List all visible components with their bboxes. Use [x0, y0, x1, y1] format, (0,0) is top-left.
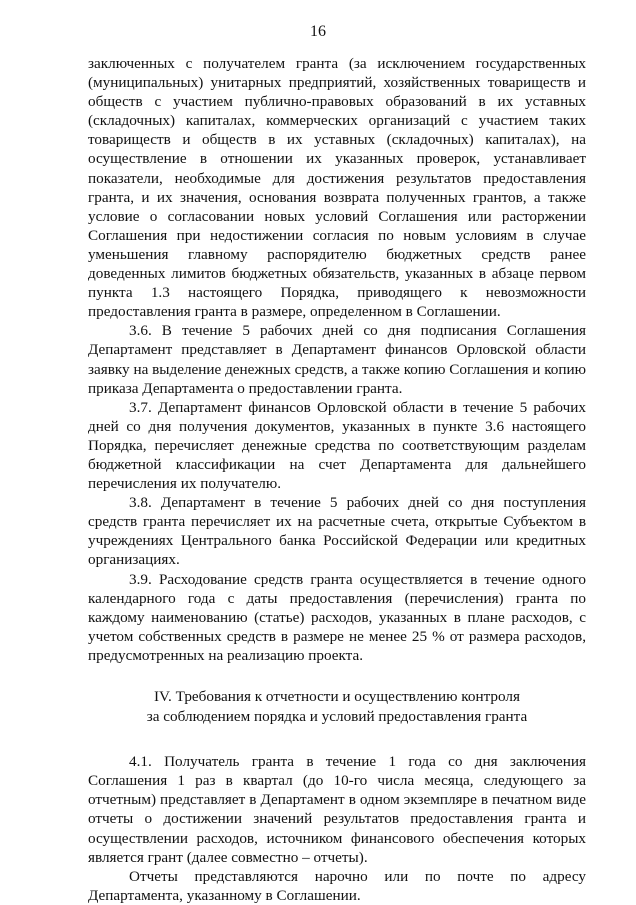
section-heading-line-1: IV. Требования к отчетности и осуществлению контроля: [153, 688, 520, 705]
paragraph-3-7: 3.7. Департамент финансов Орловской области в течение 5 рабочих дней со дня получения документов, указанных в пункте 3.6 настоящего Порядка, перечисляет денежные средства по соответствующим разделам бюджетной классификации на счет Департамента для дальнейшего перечисления их получателю.: [88, 398, 586, 493]
paragraph-3-6: 3.6. В течение 5 рабочих дней со дня подписания Соглашения Департамент представляет в Департамент финансов Орловской области заявку на выделение денежных средств, а также копию Соглашения и копию приказа Департамента о предоставлении гранта.: [88, 322, 586, 397]
document-body: [88, 54, 586, 905]
paragraph-continuation: заключенных с получателем гранта (за исключением государственных (муниципальных) унитарных предприятий, хозяйственных товариществ и обществ с участием публично-правовых образований в их уставных (складочных) капиталах, коммерческих организаций с участием таких товариществ и обществ в их уставных (складочных) капиталах), на осуществление в отношении их указанных проверок, устанавливает показатели, необходимые для достижения результатов предоставления гранта, и их значения, основания возврата полученных грантов, а также условие о согласовании новых условий Соглашения или расторжении Соглашения при недостижении согласия по новым условиям в случае уменьшения главному распорядителю бюджетных средств ранее доведенных лимитов бюджетных обязательств, указанных в абзаце первом пункта 1.3 настоящего Порядка, приводящего к невозможности предоставления гранта в размере, определенном в Соглашении.: [88, 55, 586, 321]
paragraph-3-9: 3.9. Расходование средств гранта осуществляется в течение одного календарного года с даты предоставления (перечисления) гранта по каждому наименованию (статье) расходов, указанных в плане расходов, с учетом собственных средств в размере не менее 25 % от размера расходов, предусмотренных на реализацию проекта.: [88, 570, 586, 664]
section-heading-line-2: за соблюдением порядка и условий предоставления гранта: [146, 707, 528, 725]
paragraph-3-8: 3.8. Департамент в течение 5 рабочих дней со дня поступления средств гранта перечисляет их на расчетные счета, открытые Субъектом в учреждениях Центрального банка Российской Федерации или кредитных организациях.: [88, 494, 586, 569]
paragraph-4-1: 4.1. Получатель гранта в течение 1 года со дня заключения Соглашения 1 раз в квартал (до 10-го числа месяца, следующего за отчетным) представляет в Департамент в одном экземпляре в печатном виде отчеты о достижении значений результатов предоставления гранта и осуществлении расходов, источником финансового обеспечения которых является грант (далее совместно – отчеты).: [88, 753, 586, 866]
page-number: 16: [310, 23, 326, 40]
paragraph-reports-delivery: Отчеты представляются нарочно или по почте по адресу Департамента, указанному в Соглашении.: [88, 867, 586, 904]
section-heading: [88, 687, 586, 726]
